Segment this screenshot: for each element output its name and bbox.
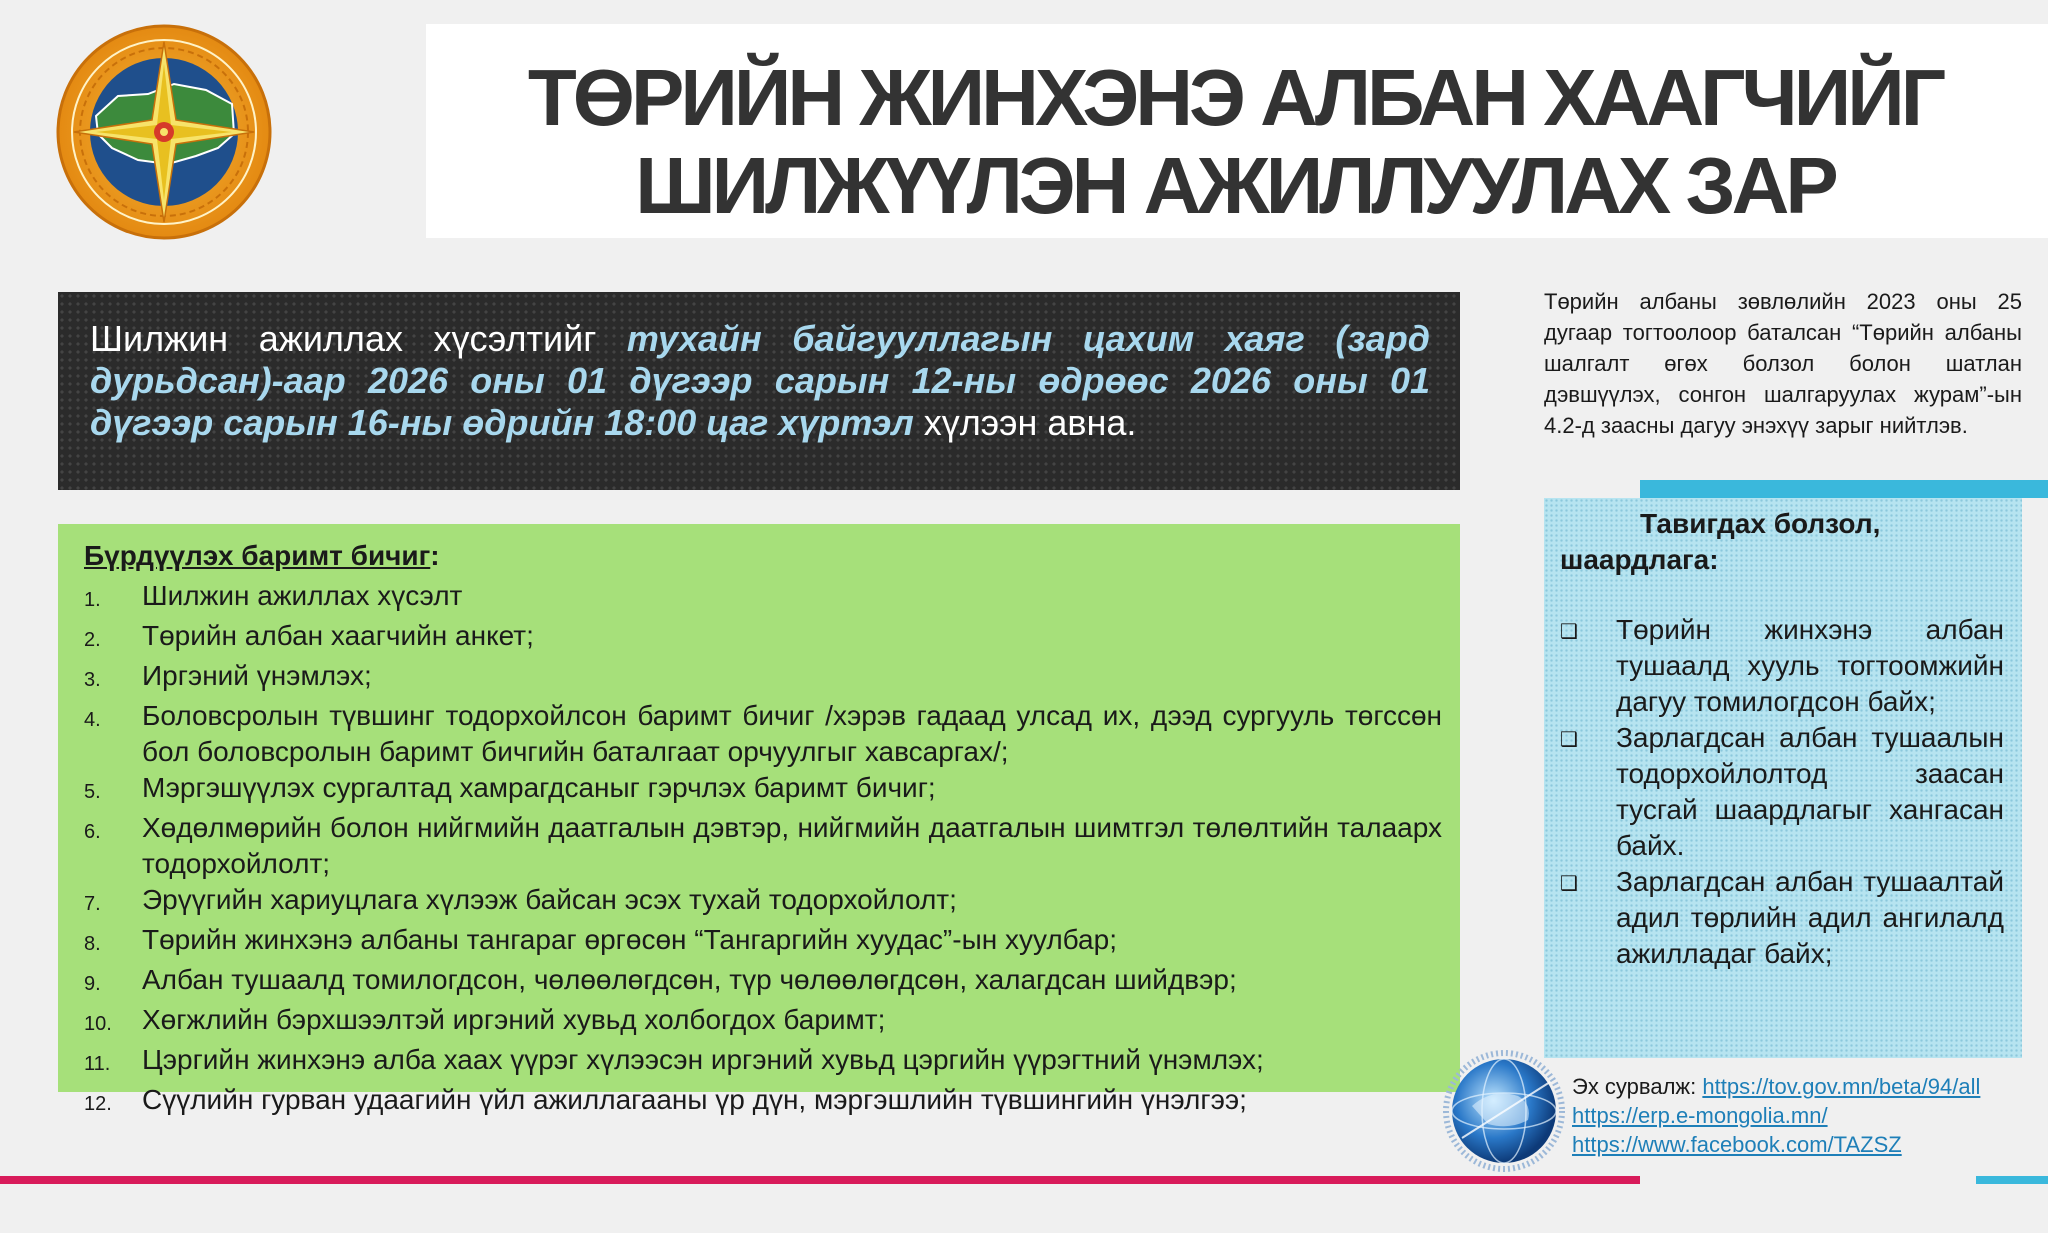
requirements-title-line-2: шаардлага: — [1560, 544, 1719, 575]
list-item-number: 4. — [84, 709, 101, 731]
sources-block — [1572, 1072, 1980, 1159]
page-title — [440, 54, 2030, 230]
title-line-2: ШИЛЖҮҮЛЭН АЖИЛЛУУЛАХ ЗАР — [635, 141, 1835, 230]
list-item — [84, 922, 1442, 962]
list-item — [84, 1002, 1442, 1042]
list-item-text: Сүүлийн гурван удаагийн үйл ажиллагааны үр дүн, мэргэшлийн түвшингийн үнэлгээ; — [142, 1084, 1247, 1115]
list-item — [84, 1042, 1442, 1082]
sources-label: Эх сурвалж: — [1572, 1074, 1703, 1099]
source-link-tov[interactable]: https://tov.gov.mn/beta/94/all — [1702, 1074, 1981, 1099]
list-item-number: 12. — [84, 1093, 112, 1115]
accent-bar — [1640, 480, 2048, 498]
checkbox-bullet-icon: ❑ — [1560, 873, 1578, 895]
list-item — [1560, 612, 2004, 720]
list-item-text: Төрийн жинхэнэ албаны тангараг өргөсөн “Тангаргийн хуудас”-ын хуулбар; — [142, 924, 1117, 955]
checkbox-bullet-icon: ❑ — [1560, 729, 1578, 751]
list-item — [84, 770, 1442, 810]
list-item — [84, 618, 1442, 658]
list-item — [84, 1082, 1442, 1122]
source-link-erp[interactable]: https://erp.e-mongolia.mn/ — [1572, 1103, 1828, 1128]
list-item-number: 5. — [84, 781, 101, 803]
list-item-number: 3. — [84, 669, 101, 691]
government-emblem-icon — [56, 24, 272, 240]
list-item-text: Зарлагдсан албан тушаалтай адил төрлийн адил ангилалд ажилладаг байх; — [1616, 866, 2004, 969]
list-item — [84, 962, 1442, 1002]
list-item-text: Боловсролын түвшинг тодорхойлсон баримт бичиг /хэрэв гадаад улсад их, дээд сургууль төгссөн бол боловсролын баримт бичгийн баталгаат орчуулгыг хавсаргах/; — [142, 700, 1442, 767]
list-item-text: Хөдөлмөрийн болон нийгмийн даатгалын дэвтэр, нийгмийн даатгалын шимтгэл төлөлтийн талаарх тодорхойлолт; — [142, 812, 1442, 879]
list-item-text: Иргэний үнэмлэх; — [142, 660, 372, 691]
list-item-number: 9. — [84, 973, 101, 995]
list-item-text: Албан тушаалд томилогдсон, чөлөөлөгдсөн, түр чөлөөлөгдсөн, халагдсан шийдвэр; — [142, 964, 1237, 995]
checkbox-bullet-icon: ❑ — [1560, 621, 1578, 643]
source-link-facebook[interactable]: https://www.facebook.com/TAZSZ — [1572, 1132, 1902, 1157]
bottom-accent-red — [0, 1176, 1640, 1184]
list-item-text: Эрүүгийн хариуцлага хүлээж байсан эсэх тухай тодорхойлолт; — [142, 884, 957, 915]
deadline-highlight: тухайн байгууллагын цахим хаяг (зард дурьдсан)-аар 2026 оны 01 дүгээр сарын 12-ны өдрөөс 2026 оны 01 дүгээр сарын 16-ны өдрийн 18:00 цаг хүртэл — [90, 318, 1430, 443]
deadline-text-after: хүлээн авна. — [913, 402, 1137, 443]
list-item-text: Зарлагдсан албан тушаалын тодорхойлолтод заасан тусгай шаардлагыг хангасан байх. — [1616, 722, 2004, 861]
list-item — [84, 658, 1442, 698]
list-item-number: 6. — [84, 821, 101, 843]
deadline-text — [90, 318, 1430, 444]
list-item — [84, 810, 1442, 882]
list-item-text: Цэргийн жинхэнэ алба хаах үүрэг хүлээсэн иргэний хувьд цэргийн үүрэгтний үнэмлэх; — [142, 1044, 1264, 1075]
list-item-text: Төрийн жинхэнэ албан тушаалд хууль тогтоомжийн дагуу томилогдсон байх; — [1616, 614, 2004, 717]
requirements-title — [1560, 506, 2004, 578]
list-item-number: 1. — [84, 589, 101, 611]
header — [0, 24, 2048, 238]
list-item — [84, 698, 1442, 770]
list-item-text: Төрийн албан хаагчийн анкет; — [142, 620, 534, 651]
requirements-title-line-1: Тавигдах болзол, — [1640, 508, 1881, 539]
list-item-number: 10. — [84, 1013, 112, 1035]
required-documents-panel — [58, 524, 1460, 1115]
requirements-list — [1560, 612, 2004, 972]
documents-list — [84, 578, 1442, 1122]
deadline-notice — [58, 292, 1460, 490]
globe-icon — [1432, 1048, 1572, 1174]
list-item — [1560, 720, 2004, 864]
list-item-number: 2. — [84, 629, 101, 651]
bottom-accent-cyan — [1976, 1176, 2048, 1184]
list-item-number: 11. — [84, 1053, 111, 1075]
list-item — [84, 578, 1442, 618]
documents-title-colon: : — [430, 540, 440, 571]
list-item-number: 7. — [84, 893, 101, 915]
requirements-panel — [1544, 498, 2022, 1058]
list-item — [84, 882, 1442, 922]
list-item-text: Мэргэшүүлэх сургалтад хамрагдсаныг гэрчлэх баримт бичиг; — [142, 772, 936, 803]
list-item-text: Шилжин ажиллах хүсэлт — [142, 580, 463, 611]
intro-paragraph: Төрийн албаны зөвлөлийн 2023 оны 25 дугаар тогтоолоор баталсан “Төрийн албаны шалгалт өгөх болзол болон шатлан дэвшүүлэх, сонгон шалгаруулах журам”-ын 4.2-д заасны дагуу энэхүү зарыг нийтлэв. — [1544, 289, 2022, 438]
list-item-number: 8. — [84, 933, 101, 955]
list-item-text: Хөгжлийн бэрхшээлтэй иргэний хувьд холбогдох баримт; — [142, 1004, 886, 1035]
documents-title: Бүрдүүлэх баримт бичиг — [84, 540, 431, 571]
title-line-1: ТӨРИЙН ЖИНХЭНЭ АЛБАН ХААГЧИЙГ — [527, 53, 1943, 142]
list-item — [1560, 864, 2004, 972]
deadline-text-before: Шилжин ажиллах хүсэлтийг — [90, 318, 627, 359]
